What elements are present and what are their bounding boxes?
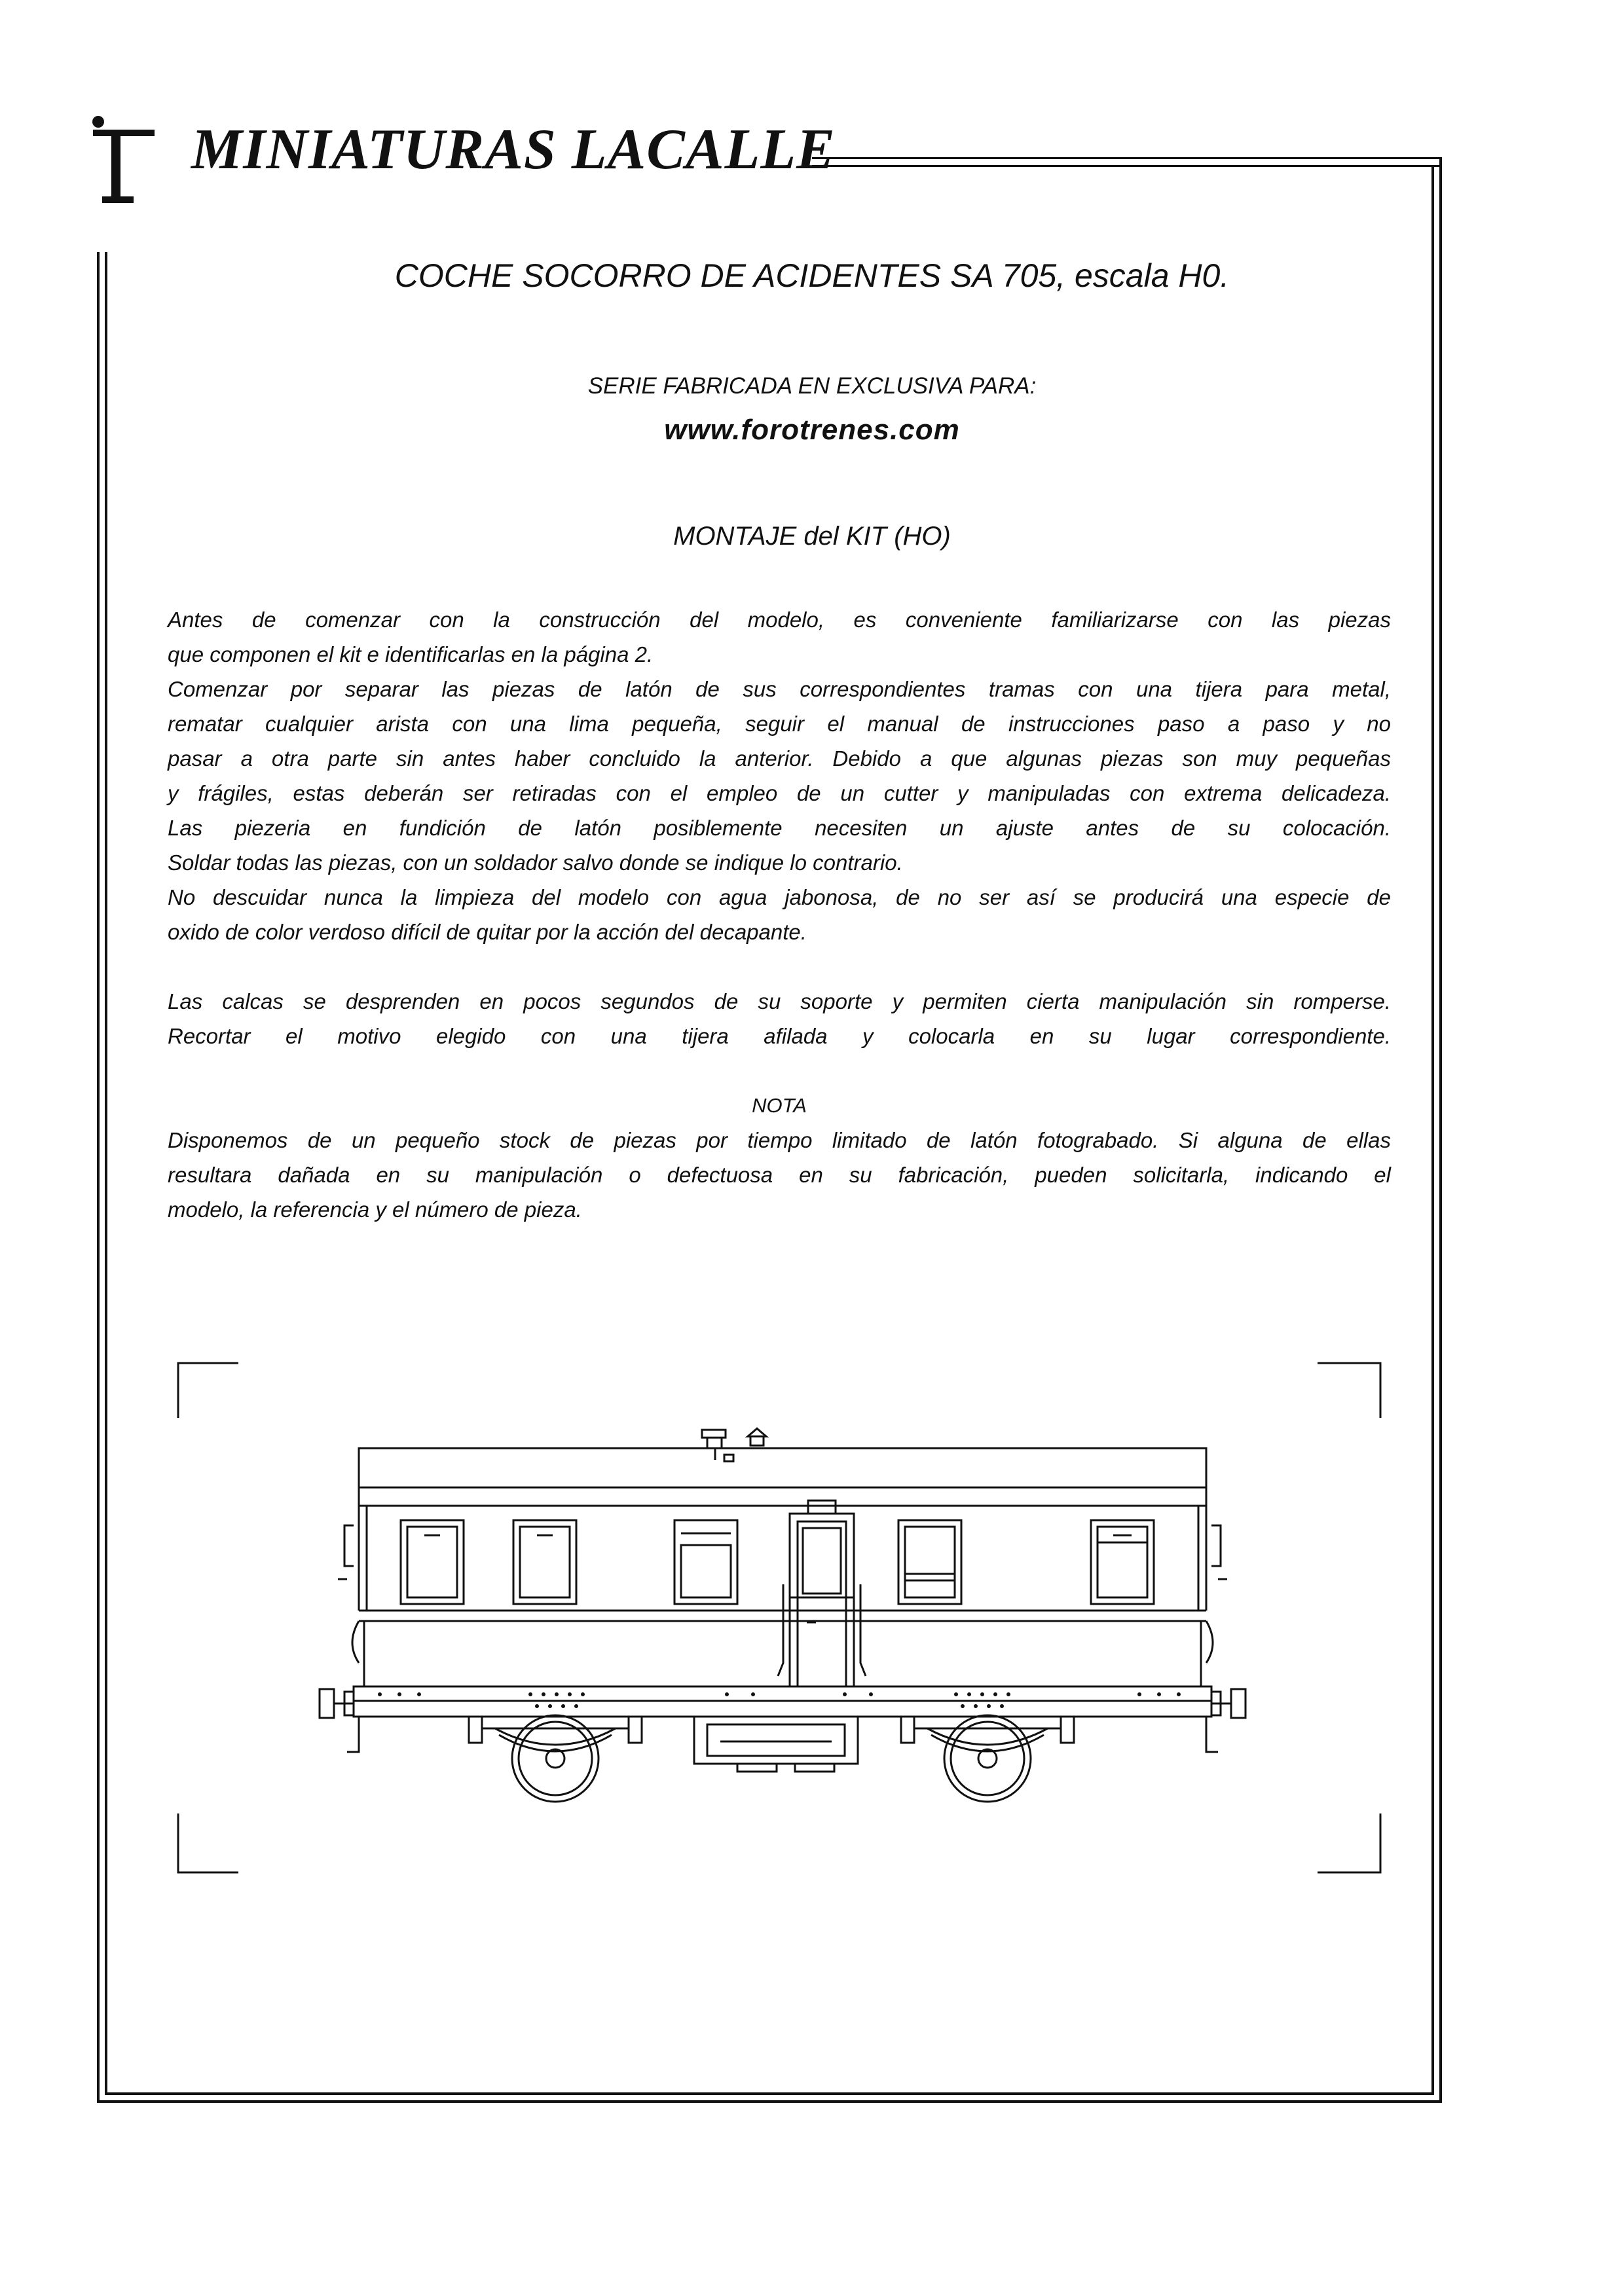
serie-label: SERIE FABRICADA EN EXCLUSIVA PARA: [587,373,1037,399]
paragraph-line: pasar a otra parte sin antes haber concluido la anterior. Debido a que algunas piezas son muy pequeñas [168,746,1391,771]
calcas-line: Las calcas se desprenden en pocos segundos de su soporte y permiten cierta manipulación sin romperse. [168,989,1391,1013]
roof [359,1429,1206,1506]
paragraph-line: Las piezeria en fundición de latón posiblemente necesiten un ajuste antes de su colocación. [168,816,1391,840]
right-wheelset [901,1715,1074,1802]
brand-title: MINIATURAS LACALLE [191,118,836,181]
left-wheelset [469,1715,642,1802]
paragraph-line: Antes de comenzar con la construcción del modelo, es conveniente familiarizarse con las piezas [168,608,1391,632]
section-title: MONTAJE del KIT (HO) [673,522,951,551]
windows [401,1520,1154,1604]
paragraph-line: rematar cualquier arista con una lima pequeña, seguir el manual de instrucciones paso a paso y no [168,712,1391,736]
paragraph-line: Soldar todas las piezas, con un soldador salvo donde se indique lo contrario. [168,850,903,875]
document-title: COCHE SOCORRO DE ACIDENTES SA 705, escala H0. [394,257,1230,294]
underframe [694,1717,858,1772]
door [778,1501,866,1686]
paragraph-line: oxido de color verdoso difícil de quitar por la acción del decapante. [168,920,807,944]
nota-title: NOTA [752,1094,807,1117]
website-link[interactable]: www.forotrenes.com [664,414,960,446]
end-handrails [338,1525,1227,1579]
paragraph-line: Comenzar por separar las piezas de latón de sus correspondientes tramas con una tijera para metal, [168,677,1391,701]
nota-line: Disponemos de un pequeño stock de piezas por tiempo limitado de latón fotograbado. Si alguna de ellas [168,1128,1391,1152]
crop-marks [178,1363,1380,1872]
nota-line: resultara dañada en su manipulación o defectuosa en su fabricación, pueden solicitarla, indicando el [168,1163,1391,1187]
nota-line: modelo, la referencia y el número de pieza. [168,1197,582,1222]
calcas-line: Recortar el motivo elegido con una tijera afilada y colocarla en su lugar correspondiente. [168,1024,1391,1048]
paragraph-line: que componen el kit e identificarlas en la página 2. [168,642,654,666]
paragraph-line: y frágiles, estas deberán ser retiradas con el empleo de un cutter y manipuladas con extrema delicadeza. [168,781,1391,805]
paragraph-line: No descuidar nunca la limpieza del modelo con agua jabonosa, de no ser así se producirá una especie de [168,885,1391,909]
